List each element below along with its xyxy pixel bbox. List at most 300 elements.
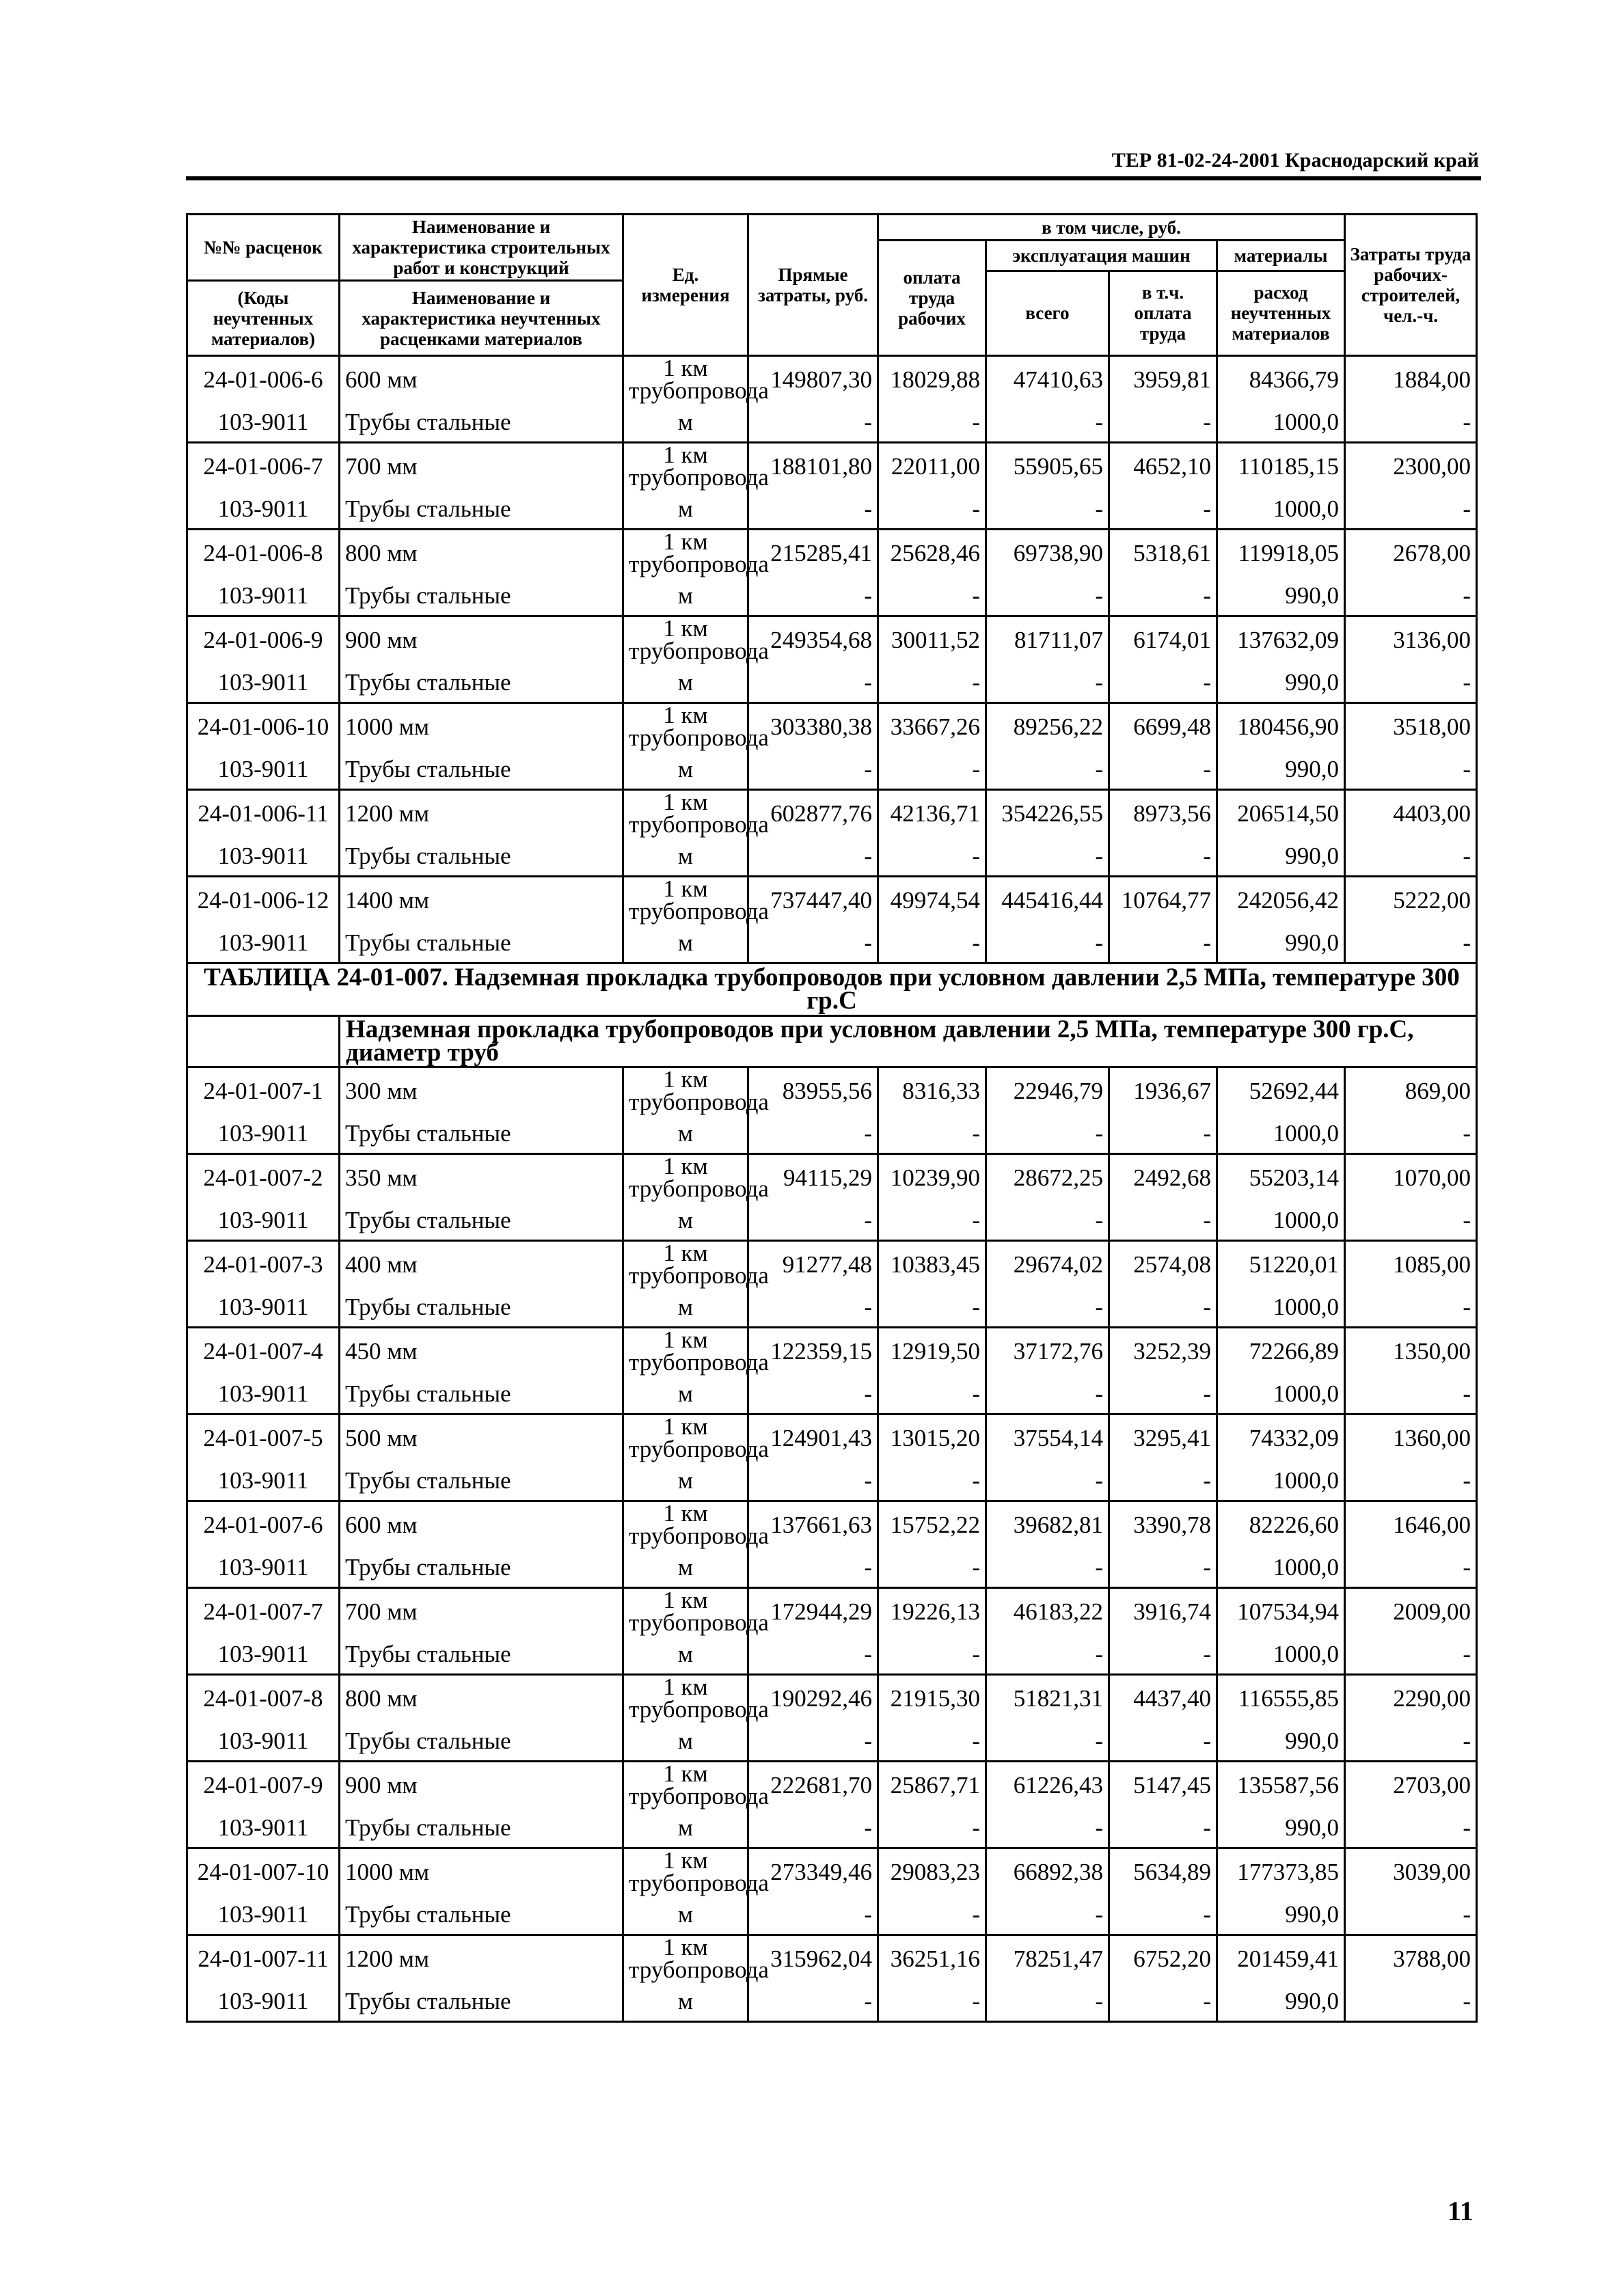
direct-costs: 94115,29 [748, 1154, 878, 1201]
material-unit: м [623, 1287, 748, 1328]
rate-unit: 1 км трубопровода [623, 1848, 748, 1895]
work-name: 300 мм [340, 1067, 623, 1114]
document-header-title: ТЕР 81-02-24-2001 Краснодарский край [1111, 149, 1479, 172]
dash-machines: - [986, 1547, 1109, 1588]
material-quantity: 990,0 [1217, 575, 1345, 616]
col-header-machines: эксплуатация машин [986, 241, 1217, 271]
col-header-total: всего [986, 271, 1109, 356]
machines-total: 37172,76 [986, 1328, 1109, 1374]
rate-code: 24-01-007-2 [187, 1154, 340, 1201]
labor-hours: 869,00 [1345, 1067, 1477, 1114]
material-unit: м [623, 1807, 748, 1848]
dash-machines: - [986, 1113, 1109, 1154]
machines-labor: 3295,41 [1109, 1414, 1217, 1461]
labor-hours: 2290,00 [1345, 1675, 1477, 1721]
labor-hours: 2009,00 [1345, 1588, 1477, 1635]
dash-direct: - [748, 1894, 878, 1935]
work-name: 700 мм [340, 443, 623, 489]
rate-row [187, 1762, 1477, 1808]
material-name: Трубы стальные [340, 1547, 623, 1588]
material-name: Трубы стальные [340, 922, 623, 964]
machines-labor: 10764,77 [1109, 877, 1217, 923]
materials: 84366,79 [1217, 356, 1345, 402]
materials: 206514,50 [1217, 790, 1345, 836]
direct-costs: 303380,38 [748, 703, 878, 750]
dash-hours: - [1345, 1374, 1477, 1414]
materials: 242056,42 [1217, 877, 1345, 923]
machines-labor: 2492,68 [1109, 1154, 1217, 1201]
dash-machines: - [986, 1287, 1109, 1328]
material-row [187, 1287, 1477, 1328]
rate-code: 24-01-007-8 [187, 1675, 340, 1721]
dash-direct: - [748, 489, 878, 530]
work-name: 1400 мм [340, 877, 623, 923]
col-header-direct: Прямые затраты, руб. [748, 215, 878, 356]
material-row [187, 1634, 1477, 1675]
material-row [187, 1460, 1477, 1501]
material-name: Трубы стальные [340, 1634, 623, 1675]
material-code: 103-9011 [187, 1287, 340, 1328]
material-row [187, 1981, 1477, 2022]
material-code: 103-9011 [187, 1374, 340, 1414]
material-row [187, 922, 1477, 964]
material-quantity: 1000,0 [1217, 1287, 1345, 1328]
machines-labor: 3390,78 [1109, 1501, 1217, 1548]
material-unit: м [623, 836, 748, 877]
dash-labor: - [878, 662, 986, 703]
machines-total: 78251,47 [986, 1935, 1109, 1982]
material-name: Трубы стальные [340, 1807, 623, 1848]
dash-labor: - [878, 1113, 986, 1154]
machines-labor: 5318,61 [1109, 530, 1217, 576]
dash-labor: - [878, 749, 986, 790]
material-unit: м [623, 402, 748, 443]
dash-labor: - [878, 922, 986, 964]
machines-total: 354226,55 [986, 790, 1109, 836]
material-name: Трубы стальные [340, 575, 623, 616]
material-row [187, 1547, 1477, 1588]
dash-machines: - [986, 489, 1109, 530]
rate-unit: 1 км трубопровода [623, 443, 748, 489]
material-name: Трубы стальные [340, 1460, 623, 1501]
materials: 135587,56 [1217, 1762, 1345, 1808]
direct-costs: 602877,76 [748, 790, 878, 836]
direct-costs: 188101,80 [748, 443, 878, 489]
labor-pay: 8316,33 [878, 1067, 986, 1114]
material-unit: м [623, 1547, 748, 1588]
work-name: 1200 мм [340, 790, 623, 836]
dash-machines-labor: - [1109, 836, 1217, 877]
dash-hours: - [1345, 1460, 1477, 1501]
machines-labor: 2574,08 [1109, 1241, 1217, 1287]
material-unit: м [623, 1374, 748, 1414]
material-row [187, 836, 1477, 877]
dash-machines-labor: - [1109, 1374, 1217, 1414]
dash-machines-labor: - [1109, 489, 1217, 530]
materials: 177373,85 [1217, 1848, 1345, 1895]
col-header-unit: Ед. измерения [623, 215, 748, 356]
machines-labor: 4652,10 [1109, 443, 1217, 489]
rate-row [187, 703, 1477, 750]
material-name: Трубы стальные [340, 1200, 623, 1241]
material-code: 103-9011 [187, 1200, 340, 1241]
machines-labor: 6174,01 [1109, 616, 1217, 663]
labor-pay: 10383,45 [878, 1241, 986, 1287]
dash-direct: - [748, 1113, 878, 1154]
labor-hours: 3136,00 [1345, 616, 1477, 663]
dash-machines-labor: - [1109, 749, 1217, 790]
direct-costs: 315962,04 [748, 1935, 878, 1982]
materials: 180456,90 [1217, 703, 1345, 750]
rate-unit: 1 км трубопровода [623, 530, 748, 576]
rate-unit: 1 км трубопровода [623, 1588, 748, 1635]
labor-hours: 2678,00 [1345, 530, 1477, 576]
dash-machines-labor: - [1109, 1460, 1217, 1501]
rate-code: 24-01-006-9 [187, 616, 340, 663]
dash-hours: - [1345, 1200, 1477, 1241]
dash-hours: - [1345, 662, 1477, 703]
material-unit: м [623, 489, 748, 530]
dash-labor: - [878, 1374, 986, 1414]
labor-pay: 29083,23 [878, 1848, 986, 1895]
rates-table [186, 213, 1478, 2023]
dash-hours: - [1345, 1721, 1477, 1762]
labor-pay: 22011,00 [878, 443, 986, 489]
col-header-incl-labor: в т.ч. оплата труда [1109, 271, 1217, 356]
material-name: Трубы стальные [340, 1894, 623, 1935]
labor-pay: 15752,22 [878, 1501, 986, 1548]
dash-direct: - [748, 1374, 878, 1414]
rate-code: 24-01-006-8 [187, 530, 340, 576]
machines-labor: 8973,56 [1109, 790, 1217, 836]
labor-pay: 49974,54 [878, 877, 986, 923]
material-unit: м [623, 922, 748, 964]
dash-machines: - [986, 1981, 1109, 2022]
material-code: 103-9011 [187, 402, 340, 443]
machines-total: 37554,14 [986, 1414, 1109, 1461]
dash-direct: - [748, 749, 878, 790]
machines-labor: 5634,89 [1109, 1848, 1217, 1895]
labor-pay: 13015,20 [878, 1414, 986, 1461]
material-name: Трубы стальные [340, 402, 623, 443]
machines-total: 46183,22 [986, 1588, 1109, 1635]
direct-costs: 91277,48 [748, 1241, 878, 1287]
rate-unit: 1 км трубопровода [623, 1328, 748, 1374]
labor-hours: 3518,00 [1345, 703, 1477, 750]
machines-total: 22946,79 [986, 1067, 1109, 1114]
dash-hours: - [1345, 1894, 1477, 1935]
rate-row [187, 530, 1477, 576]
dash-hours: - [1345, 836, 1477, 877]
dash-hours: - [1345, 489, 1477, 530]
material-name: Трубы стальные [340, 1981, 623, 2022]
dash-machines: - [986, 662, 1109, 703]
material-row [187, 1374, 1477, 1414]
dash-hours: - [1345, 402, 1477, 443]
labor-hours: 3039,00 [1345, 1848, 1477, 1895]
direct-costs: 83955,56 [748, 1067, 878, 1114]
direct-costs: 137661,63 [748, 1501, 878, 1548]
material-code: 103-9011 [187, 749, 340, 790]
materials: 137632,09 [1217, 616, 1345, 663]
material-name: Трубы стальные [340, 1287, 623, 1328]
materials: 52692,44 [1217, 1067, 1345, 1114]
material-unit: м [623, 1981, 748, 2022]
rate-code: 24-01-007-6 [187, 1501, 340, 1548]
dash-labor: - [878, 836, 986, 877]
dash-direct: - [748, 1200, 878, 1241]
dash-labor: - [878, 489, 986, 530]
rate-row [187, 1328, 1477, 1374]
materials: 82226,60 [1217, 1501, 1345, 1548]
rate-code: 24-01-006-6 [187, 356, 340, 402]
work-name: 500 мм [340, 1414, 623, 1461]
work-name: 1000 мм [340, 703, 623, 750]
labor-hours: 4403,00 [1345, 790, 1477, 836]
material-quantity: 1000,0 [1217, 1200, 1345, 1241]
dash-direct: - [748, 922, 878, 964]
rate-unit: 1 км трубопровода [623, 616, 748, 663]
direct-costs: 222681,70 [748, 1762, 878, 1808]
material-row [187, 1200, 1477, 1241]
col-header-code-sub: (Коды неучтенных материалов) [187, 281, 340, 356]
dash-machines: - [986, 1200, 1109, 1241]
dash-labor: - [878, 575, 986, 616]
rate-code: 24-01-006-10 [187, 703, 340, 750]
labor-pay: 10239,90 [878, 1154, 986, 1201]
direct-costs: 273349,46 [748, 1848, 878, 1895]
material-row [187, 749, 1477, 790]
rate-code: 24-01-007-3 [187, 1241, 340, 1287]
rate-code: 24-01-007-5 [187, 1414, 340, 1461]
dash-machines: - [986, 922, 1109, 964]
work-name: 800 мм [340, 1675, 623, 1721]
rate-row [187, 790, 1477, 836]
material-quantity: 990,0 [1217, 749, 1345, 790]
material-quantity: 990,0 [1217, 1721, 1345, 1762]
col-header-labor-pay: оплата труда рабочих [878, 241, 986, 356]
dash-machines-labor: - [1109, 1807, 1217, 1848]
machines-labor: 4437,40 [1109, 1675, 1217, 1721]
rate-unit: 1 км трубопровода [623, 703, 748, 750]
dash-hours: - [1345, 1981, 1477, 2022]
rate-code: 24-01-007-9 [187, 1762, 340, 1808]
labor-hours: 1884,00 [1345, 356, 1477, 402]
materials: 51220,01 [1217, 1241, 1345, 1287]
rate-row [187, 1414, 1477, 1461]
material-code: 103-9011 [187, 1634, 340, 1675]
labor-hours: 1085,00 [1345, 1241, 1477, 1287]
machines-total: 47410,63 [986, 356, 1109, 402]
dash-machines: - [986, 749, 1109, 790]
rate-row [187, 356, 1477, 402]
material-quantity: 1000,0 [1217, 1460, 1345, 1501]
dash-labor: - [878, 402, 986, 443]
material-name: Трубы стальные [340, 1721, 623, 1762]
material-row [187, 1894, 1477, 1935]
labor-pay: 36251,16 [878, 1935, 986, 1982]
rate-unit: 1 км трубопровода [623, 790, 748, 836]
machines-total: 55905,65 [986, 443, 1109, 489]
rate-unit: 1 км трубопровода [623, 1762, 748, 1808]
labor-pay: 25628,46 [878, 530, 986, 576]
dash-machines: - [986, 1460, 1109, 1501]
direct-costs: 249354,68 [748, 616, 878, 663]
dash-labor: - [878, 1894, 986, 1935]
dash-direct: - [748, 1807, 878, 1848]
dash-machines-labor: - [1109, 1634, 1217, 1675]
rate-row [187, 1154, 1477, 1201]
rate-row [187, 443, 1477, 489]
material-code: 103-9011 [187, 662, 340, 703]
dash-labor: - [878, 1807, 986, 1848]
rate-code: 24-01-007-4 [187, 1328, 340, 1374]
work-name: 600 мм [340, 1501, 623, 1548]
dash-labor: - [878, 1460, 986, 1501]
dash-direct: - [748, 1981, 878, 2022]
rate-row [187, 1241, 1477, 1287]
dash-direct: - [748, 662, 878, 703]
material-row [187, 662, 1477, 703]
dash-machines-labor: - [1109, 1287, 1217, 1328]
materials: 55203,14 [1217, 1154, 1345, 1201]
material-code: 103-9011 [187, 1113, 340, 1154]
rate-unit: 1 км трубопровода [623, 1414, 748, 1461]
dash-machines-labor: - [1109, 1200, 1217, 1241]
work-name: 800 мм [340, 530, 623, 576]
labor-pay: 33667,26 [878, 703, 986, 750]
rate-code: 24-01-006-7 [187, 443, 340, 489]
dash-direct: - [748, 1287, 878, 1328]
dash-direct: - [748, 1460, 878, 1501]
material-unit: м [623, 662, 748, 703]
direct-costs: 124901,43 [748, 1414, 878, 1461]
machines-total: 69738,90 [986, 530, 1109, 576]
rate-unit: 1 км трубопровода [623, 1241, 748, 1287]
dash-hours: - [1345, 1287, 1477, 1328]
dash-machines-labor: - [1109, 1547, 1217, 1588]
material-quantity: 990,0 [1217, 1807, 1345, 1848]
rate-unit: 1 км трубопровода [623, 1067, 748, 1114]
dash-machines: - [986, 1374, 1109, 1414]
labor-hours: 2300,00 [1345, 443, 1477, 489]
material-code: 103-9011 [187, 1721, 340, 1762]
material-unit: м [623, 749, 748, 790]
labor-hours: 3788,00 [1345, 1935, 1477, 1982]
material-quantity: 990,0 [1217, 1981, 1345, 2022]
material-code: 103-9011 [187, 1981, 340, 2022]
dash-machines: - [986, 836, 1109, 877]
work-name: 450 мм [340, 1328, 623, 1374]
machines-total: 51821,31 [986, 1675, 1109, 1721]
labor-pay: 30011,52 [878, 616, 986, 663]
material-code: 103-9011 [187, 489, 340, 530]
labor-hours: 2703,00 [1345, 1762, 1477, 1808]
material-unit: м [623, 1200, 748, 1241]
material-unit: м [623, 1721, 748, 1762]
rate-code: 24-01-007-7 [187, 1588, 340, 1635]
rate-code: 24-01-006-11 [187, 790, 340, 836]
labor-pay: 25867,71 [878, 1762, 986, 1808]
direct-costs: 737447,40 [748, 877, 878, 923]
direct-costs: 215285,41 [748, 530, 878, 576]
dash-machines: - [986, 1634, 1109, 1675]
labor-hours: 1070,00 [1345, 1154, 1477, 1201]
labor-hours: 1360,00 [1345, 1414, 1477, 1461]
rate-row [187, 1675, 1477, 1721]
labor-pay: 12919,50 [878, 1328, 986, 1374]
dash-direct: - [748, 1721, 878, 1762]
col-header-code: №№ расценок [187, 215, 340, 281]
dash-machines-labor: - [1109, 575, 1217, 616]
rate-code: 24-01-007-11 [187, 1935, 340, 1982]
material-quantity: 1000,0 [1217, 1374, 1345, 1414]
dash-hours: - [1345, 922, 1477, 964]
work-name: 700 мм [340, 1588, 623, 1635]
machines-total: 29674,02 [986, 1241, 1109, 1287]
machines-labor: 6699,48 [1109, 703, 1217, 750]
rate-row [187, 1935, 1477, 1982]
col-header-name: Наименование и характеристика строительных работ и конструкций [340, 215, 623, 281]
header-rule [186, 176, 1481, 180]
material-quantity: 990,0 [1217, 662, 1345, 703]
table-section-title: ТАБЛИЦА 24-01-007. Надземная прокладка трубопроводов при условном давлении 2,5 МПа, температуре 300 гр.С [187, 964, 1477, 1016]
materials: 74332,09 [1217, 1414, 1345, 1461]
material-row [187, 1113, 1477, 1154]
dash-machines-labor: - [1109, 402, 1217, 443]
rate-unit: 1 км трубопровода [623, 1675, 748, 1721]
dash-labor: - [878, 1547, 986, 1588]
material-quantity: 990,0 [1217, 922, 1345, 964]
dash-hours: - [1345, 1634, 1477, 1675]
dash-hours: - [1345, 749, 1477, 790]
rate-row [187, 877, 1477, 923]
col-header-labor-costs: Затраты труда рабочих-строителей, чел.-ч. [1345, 215, 1477, 356]
dash-machines-labor: - [1109, 1113, 1217, 1154]
machines-labor: 3916,74 [1109, 1588, 1217, 1635]
material-code: 103-9011 [187, 575, 340, 616]
machines-total: 81711,07 [986, 616, 1109, 663]
material-quantity: 990,0 [1217, 1894, 1345, 1935]
material-unit: м [623, 1894, 748, 1935]
rate-unit: 1 км трубопровода [623, 1935, 748, 1982]
work-name: 900 мм [340, 616, 623, 663]
work-name: 600 мм [340, 356, 623, 402]
material-quantity: 1000,0 [1217, 1113, 1345, 1154]
rate-row [187, 1067, 1477, 1114]
rate-unit: 1 км трубопровода [623, 877, 748, 923]
materials: 72266,89 [1217, 1328, 1345, 1374]
machines-total: 66892,38 [986, 1848, 1109, 1895]
dash-machines: - [986, 575, 1109, 616]
col-header-incl: в том числе, руб. [878, 215, 1345, 241]
dash-direct: - [748, 836, 878, 877]
labor-pay: 21915,30 [878, 1675, 986, 1721]
dash-direct: - [748, 402, 878, 443]
labor-pay: 42136,71 [878, 790, 986, 836]
machines-labor: 3959,81 [1109, 356, 1217, 402]
subsection-title: Надземная прокладка трубопроводов при условном давлении 2,5 МПа, температуре 300 гр.С, диаметр труб [340, 1016, 1477, 1067]
material-code: 103-9011 [187, 1547, 340, 1588]
machines-labor: 3252,39 [1109, 1328, 1217, 1374]
machines-total: 445416,44 [986, 877, 1109, 923]
materials: 107534,94 [1217, 1588, 1345, 1635]
labor-pay: 18029,88 [878, 356, 986, 402]
subsection-code-cell [187, 1016, 340, 1067]
material-name: Трубы стальные [340, 489, 623, 530]
material-row [187, 575, 1477, 616]
dash-machines-labor: - [1109, 1721, 1217, 1762]
